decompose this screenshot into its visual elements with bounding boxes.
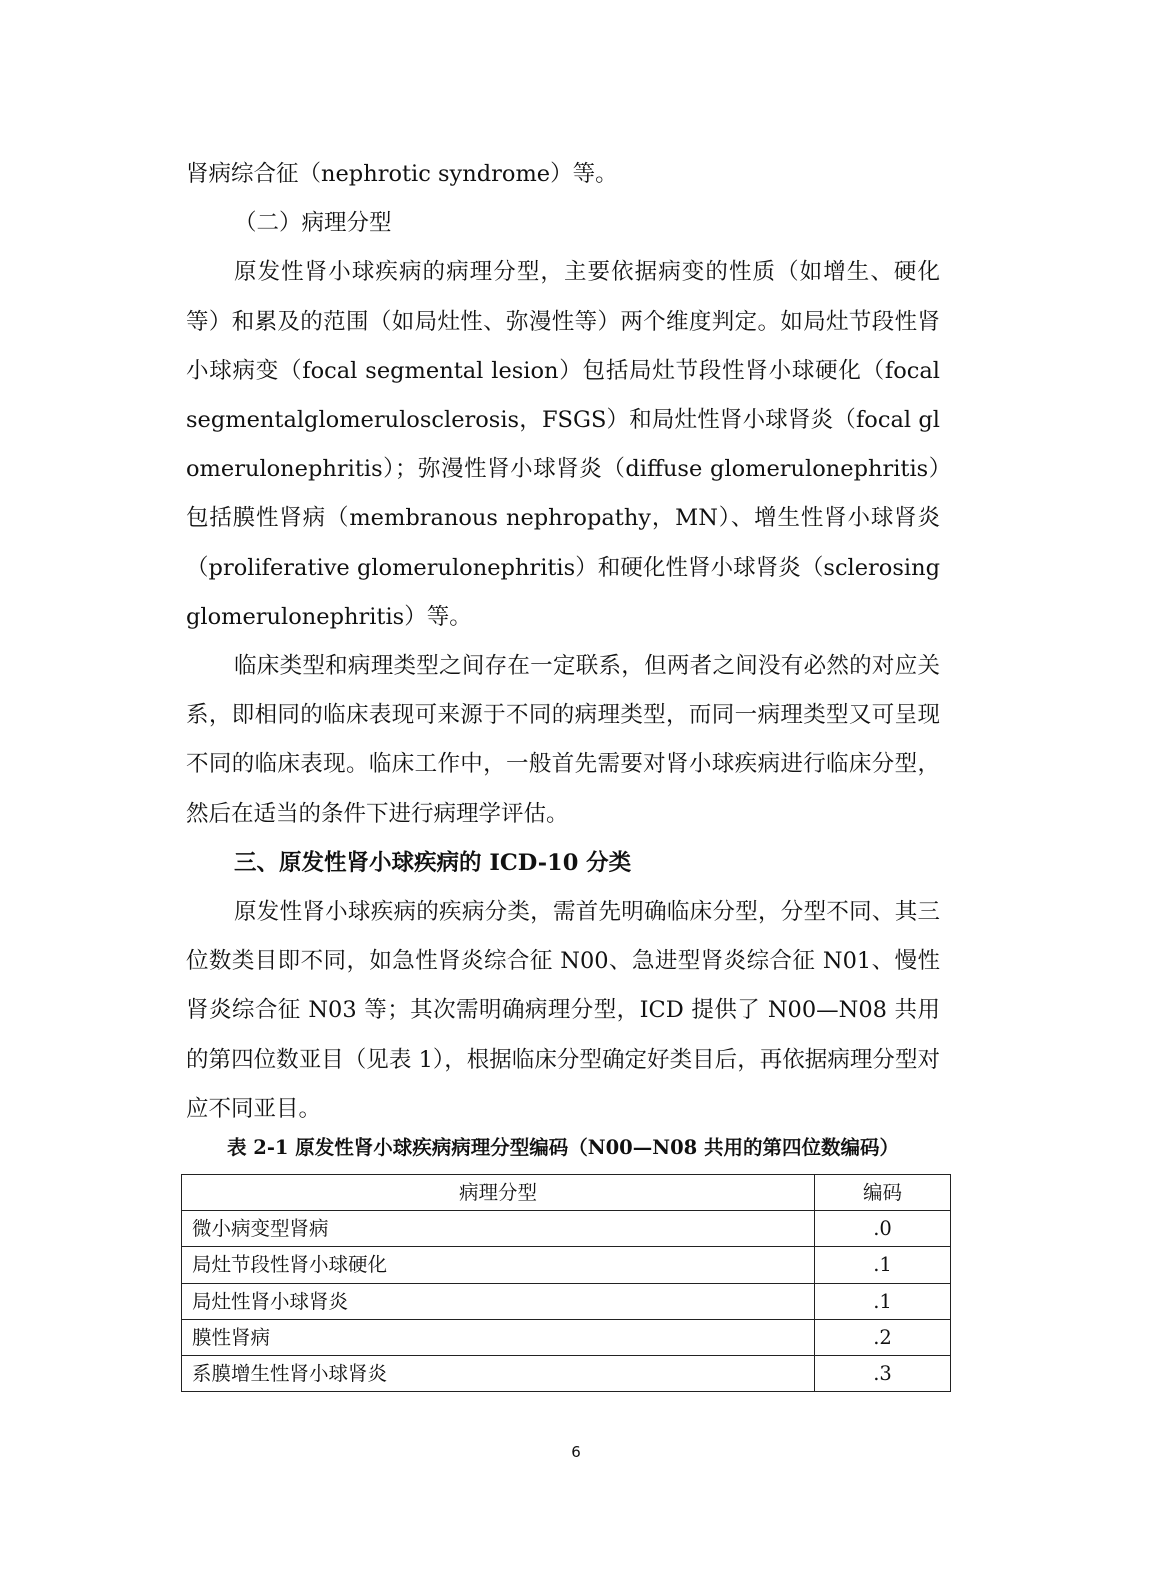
pathology-type-cell: 局灶节段性肾小球硬化 bbox=[182, 1247, 815, 1283]
paragraph-icd: 原发性肾小球疾病的疾病分类，需首先明确临床分型，分型不同、其三位数类目即不同，如急性肾炎综合征 N00、急进型肾炎综合征 N01、慢性肾炎综合征 N03 等；其次需明确病理分型，ICD 提供了 N00—N08 共用的第四位数亚目（见表 1），根据临床分型确定好类目后，再依据病理分型对应不同亚目。 bbox=[186, 899, 941, 1122]
header-code: 编码 bbox=[815, 1175, 951, 1211]
page-number: 6 bbox=[571, 1443, 581, 1461]
paragraph-continuation: 肾病综合征（nephrotic syndrome）等。 bbox=[186, 161, 618, 187]
paragraph-relation: 临床类型和病理类型之间存在一定联系，但两者之间没有必然的对应关系，即相同的临床表现可来源于不同的病理类型，而同一病理类型又可呈现不同的临床表现。临床工作中，一般首先需要对肾小球疾病进行临床分型，然后在适当的条件下进行病理学评估。 bbox=[186, 653, 940, 827]
body-text bbox=[186, 150, 940, 1134]
pathology-code-table bbox=[181, 1174, 951, 1392]
pathology-type-cell: 系膜增生性肾小球肾炎 bbox=[182, 1355, 815, 1391]
code-cell: .2 bbox=[815, 1319, 951, 1355]
table-header-row bbox=[182, 1175, 951, 1211]
table-caption: 表 2-1 原发性肾小球疾病病理分型编码（N00—N08 共用的第四位数编码） bbox=[226, 1136, 900, 1159]
paragraph-pathology: 原发性肾小球疾病的病理分型，主要依据病变的性质（如增生、硬化等）和累及的范围（如局灶性、弥漫性等）两个维度判定。如局灶节段性肾小球病变（focal segmental lesion）包括局灶节段性肾小球硬化（focal segmentalglomerulosclerosis，FSGS）和局灶性肾小球肾炎（focal glomerulonephritis）；弥漫性肾小球肾炎（diffuse glomerulonephritis）包括膜性肾病（membranous nephropathy，MN）、增生性肾小球肾炎（proliferative glomerulonephritis）和硬化性肾小球肾炎（sclerosing glomerulonephritis）等。 bbox=[186, 259, 940, 630]
table-row bbox=[182, 1319, 951, 1355]
pathology-type-cell: 微小病变型肾病 bbox=[182, 1211, 815, 1247]
code-cell: .3 bbox=[815, 1355, 951, 1391]
code-cell: .1 bbox=[815, 1283, 951, 1319]
code-cell: .0 bbox=[815, 1211, 951, 1247]
subheading-pathology-types: （二）病理分型 bbox=[234, 210, 392, 237]
code-cell: .1 bbox=[815, 1247, 951, 1283]
table-row bbox=[182, 1355, 951, 1391]
pathology-type-cell: 局灶性肾小球肾炎 bbox=[182, 1283, 815, 1319]
table-row bbox=[182, 1247, 951, 1283]
header-pathology-type: 病理分型 bbox=[182, 1175, 815, 1211]
section-title-icd10: 三、原发性肾小球疾病的 ICD-10 分类 bbox=[234, 849, 632, 876]
pathology-type-cell: 膜性肾病 bbox=[182, 1319, 815, 1355]
table-row bbox=[182, 1283, 951, 1319]
table-row bbox=[182, 1211, 951, 1247]
